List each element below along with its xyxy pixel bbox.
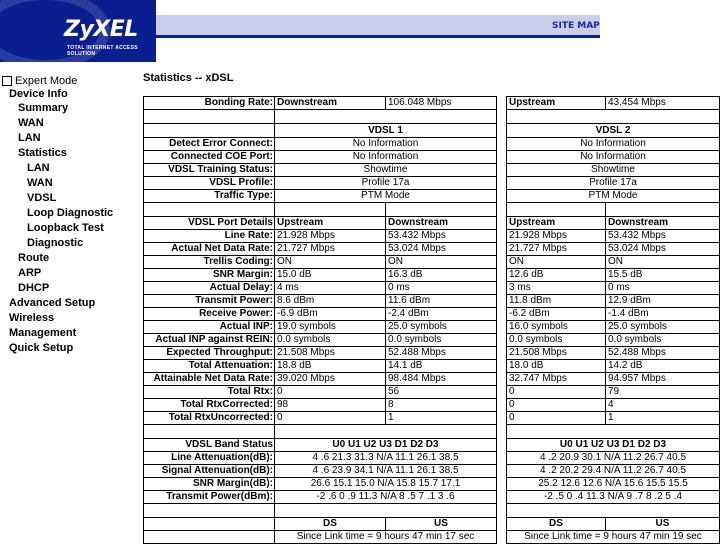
vdsl2-downstream-value: 14.2 dB xyxy=(606,360,720,373)
vdsl2-downstream-value: 12.9 dBm xyxy=(606,295,720,308)
vdsl1-band-header: U0 U1 U2 U3 D1 D2 D3 xyxy=(275,439,497,452)
vdsl1-status-value: No Information xyxy=(275,151,497,164)
vdsl2-upstream-value: 11.8 dBm xyxy=(507,295,606,308)
sidebar-item-lan[interactable]: LAN xyxy=(27,162,50,174)
detail-label: Receive Power: xyxy=(144,308,275,321)
column-gap xyxy=(497,439,507,452)
detail-label: Line Rate: xyxy=(144,230,275,243)
vdsl2-downstream-header: Downstream xyxy=(606,217,720,230)
column-gap xyxy=(497,110,507,124)
detail-label: SNR Margin: xyxy=(144,269,275,282)
table-cell xyxy=(144,425,275,439)
vdsl2-status-value: Showtime xyxy=(507,164,720,177)
column-gap xyxy=(497,386,507,399)
table-row xyxy=(144,531,720,544)
column-gap xyxy=(497,491,507,504)
column-gap xyxy=(497,295,507,308)
vdsl2-upstream-value: 18.0 dB xyxy=(507,360,606,373)
table-row xyxy=(144,491,720,504)
table-row xyxy=(144,373,720,386)
detail-label: Transmit Power: xyxy=(144,295,275,308)
expert-mode-checkbox[interactable] xyxy=(2,75,77,87)
column-gap xyxy=(497,230,507,243)
vdsl1-downstream-value: -2.4 dBm xyxy=(386,308,497,321)
band-label: Signal Attenuation(dB): xyxy=(144,465,275,478)
sidebar-item-management[interactable]: Management xyxy=(9,327,77,339)
table-row xyxy=(144,164,720,177)
detail-label: Actual Net Data Rate: xyxy=(144,243,275,256)
vdsl1-header: VDSL 1 xyxy=(275,124,497,138)
table-row xyxy=(144,138,720,151)
table-row xyxy=(144,190,720,203)
vdsl2-downstream-value: 79 xyxy=(606,386,720,399)
status-label: VDSL Profile: xyxy=(144,177,275,190)
column-gap xyxy=(497,151,507,164)
vdsl2-upstream-value: 16.0 symbols xyxy=(507,321,606,334)
table-row xyxy=(144,478,720,491)
table-cell xyxy=(144,518,275,531)
table-cell xyxy=(275,110,497,124)
top-bar-strip xyxy=(156,35,600,38)
vdsl1-downstream-value: 14.1 dB xyxy=(386,360,497,373)
table-cell xyxy=(275,203,386,217)
vdsl2-upstream-value: 21.508 Mbps xyxy=(507,347,606,360)
column-gap xyxy=(497,478,507,491)
column-gap xyxy=(497,465,507,478)
vdsl1-upstream-value: 18.8 dB xyxy=(275,360,386,373)
top-bar xyxy=(156,15,600,35)
status-label: Connected COE Port: xyxy=(144,151,275,164)
column-gap xyxy=(497,243,507,256)
table-row xyxy=(144,308,720,321)
vdsl2-upstream-header: Upstream xyxy=(507,217,606,230)
table-row xyxy=(144,425,720,439)
vdsl1-downstream-value: 11.6 dBm xyxy=(386,295,497,308)
vdsl2-upstream-value: 21.727 Mbps xyxy=(507,243,606,256)
vdsl2-upstream-value: 0.0 symbols xyxy=(507,334,606,347)
vdsl1-downstream-value: 8 xyxy=(386,399,497,412)
table-row xyxy=(144,217,720,230)
vdsl2-downstream-value: 4 xyxy=(606,399,720,412)
vdsl1-downstream-value: 1 xyxy=(386,412,497,425)
table-cell xyxy=(144,504,275,518)
column-gap xyxy=(497,308,507,321)
logo-text: ZyXEL xyxy=(64,17,138,42)
detail-label: Actual INP: xyxy=(144,321,275,334)
column-gap xyxy=(497,425,507,439)
vdsl2-status-value: No Information xyxy=(507,138,720,151)
column-gap xyxy=(497,360,507,373)
sidebar-item-wan[interactable]: WAN xyxy=(27,177,53,189)
vdsl2-band-values: -2 .5 0 .4 11.3 N/A 9 .7 8 .2 5 .4 xyxy=(507,491,720,504)
vdsl1-upstream-value: 19.0 symbols xyxy=(275,321,386,334)
vdsl1-downstream-value: 0.0 symbols xyxy=(386,334,497,347)
vdsl1-status-value: PTM Mode xyxy=(275,190,497,203)
table-row xyxy=(144,347,720,360)
table-row xyxy=(144,282,720,295)
column-gap xyxy=(497,504,507,518)
sidebar-item-advanced-setup[interactable]: Advanced Setup xyxy=(9,297,96,309)
vdsl2-status-value: PTM Mode xyxy=(507,190,720,203)
table-cell xyxy=(275,504,497,518)
vdsl2-downstream-value: ON xyxy=(606,256,720,269)
vdsl2-status-value: No Information xyxy=(507,151,720,164)
sidebar-item-loopback-test[interactable]: Loopback Test xyxy=(27,222,104,234)
band-status-label: VDSL Band Status xyxy=(144,439,275,452)
vdsl1-link-time: Since Link time = 9 hours 47 min 17 sec xyxy=(275,531,497,544)
sidebar-item-arp[interactable]: ARP xyxy=(18,267,42,279)
sidebar-item-statistics[interactable]: Statistics xyxy=(18,147,67,159)
table-row xyxy=(144,360,720,373)
band-label: SNR Margin(dB): xyxy=(144,478,275,491)
table-row xyxy=(144,295,720,308)
table-cell xyxy=(507,425,720,439)
vdsl2-downstream-value: 0 ms xyxy=(606,282,720,295)
sidebar-item-quick-setup[interactable]: Quick Setup xyxy=(9,342,74,354)
table-row xyxy=(144,177,720,190)
vdsl1-status-value: Profile 17a xyxy=(275,177,497,190)
column-gap xyxy=(497,347,507,360)
column-gap xyxy=(497,399,507,412)
table-cell xyxy=(144,110,275,124)
header xyxy=(0,0,720,62)
vdsl1-upstream-value: -6.9 dBm xyxy=(275,308,386,321)
vdsl2-downstream-value: 53.432 Mbps xyxy=(606,230,720,243)
vdsl1-ds-header: DS xyxy=(275,518,386,531)
vdsl2-downstream-value: 94.957 Mbps xyxy=(606,373,720,386)
vdsl2-band-header: U0 U1 U2 U3 D1 D2 D3 xyxy=(507,439,720,452)
port-details-label: VDSL Port Details xyxy=(144,217,275,230)
vdsl2-downstream-value: 1 xyxy=(606,412,720,425)
vdsl1-status-value: No Information xyxy=(275,138,497,151)
vdsl2-ds-header: DS xyxy=(507,518,606,531)
bonding-downstream-label: Downstream xyxy=(275,97,386,110)
vdsl1-upstream-value: 15.0 dB xyxy=(275,269,386,282)
table-row xyxy=(144,203,720,217)
table-cell xyxy=(507,504,720,518)
detail-label: Expected Throughput: xyxy=(144,347,275,360)
status-label: VDSL Training Status: xyxy=(144,164,275,177)
column-gap xyxy=(497,256,507,269)
vdsl2-upstream-value: 0 xyxy=(507,386,606,399)
table-row xyxy=(144,269,720,282)
xdsl-stats-table xyxy=(143,96,720,544)
column-gap xyxy=(497,97,507,110)
table-row xyxy=(144,439,720,452)
vdsl1-upstream-value: ON xyxy=(275,256,386,269)
table-cell xyxy=(507,203,606,217)
vdsl1-downstream-value: 25.0 symbols xyxy=(386,321,497,334)
vdsl2-header: VDSL 2 xyxy=(507,124,720,138)
detail-label: Attainable Net Data Rate: xyxy=(144,373,275,386)
vdsl1-downstream-value: ON xyxy=(386,256,497,269)
table-cell xyxy=(507,110,720,124)
column-gap xyxy=(497,334,507,347)
vdsl2-upstream-value: 21.928 Mbps xyxy=(507,230,606,243)
vdsl1-upstream-value: 98 xyxy=(275,399,386,412)
vdsl1-band-values: 26.6 15.1 15.0 N/A 15.8 15.7 17.1 xyxy=(275,478,497,491)
table-row xyxy=(144,334,720,347)
zyxel-logo[interactable] xyxy=(0,0,156,62)
checkbox-icon[interactable] xyxy=(2,76,12,86)
table-cell xyxy=(386,203,497,217)
detail-label: Trellis Coding: xyxy=(144,256,275,269)
sidebar-item-lan[interactable]: LAN xyxy=(18,132,41,144)
bonding-downstream-value: 106.048 Mbps xyxy=(386,97,497,110)
column-gap xyxy=(497,124,507,138)
vdsl2-upstream-value: 0 xyxy=(507,412,606,425)
column-gap xyxy=(497,412,507,425)
detail-label: Total Rtx: xyxy=(144,386,275,399)
vdsl2-downstream-value: 15.5 dB xyxy=(606,269,720,282)
sidebar-item-route[interactable]: Route xyxy=(18,252,50,264)
vdsl2-band-values: 4 .2 20.9 30.1 N/A 11.2 26.7 40.5 xyxy=(507,452,720,465)
vdsl1-band-values: -2 .6 0 .9 11.3 N/A 8 .5 7 .1 3 .6 xyxy=(275,491,497,504)
vdsl1-downstream-value: 53.024 Mbps xyxy=(386,243,497,256)
column-gap xyxy=(497,452,507,465)
table-row xyxy=(144,243,720,256)
column-gap xyxy=(497,518,507,531)
vdsl2-upstream-value: ON xyxy=(507,256,606,269)
vdsl1-downstream-value: 52.488 Mbps xyxy=(386,347,497,360)
column-gap xyxy=(497,203,507,217)
table-row xyxy=(144,518,720,531)
vdsl1-upstream-value: 0.0 symbols xyxy=(275,334,386,347)
vdsl2-downstream-value: 53.024 Mbps xyxy=(606,243,720,256)
column-gap xyxy=(497,282,507,295)
vdsl1-downstream-value: 16.3 dB xyxy=(386,269,497,282)
table-row xyxy=(144,110,720,124)
vdsl1-upstream-value: 8.6 dBm xyxy=(275,295,386,308)
sidebar-item-diagnostic[interactable]: Diagnostic xyxy=(27,237,84,249)
logo-subtitle: TOTAL INTERNET ACCESS SOLUTION xyxy=(67,45,138,57)
table-cell xyxy=(275,425,497,439)
vdsl1-downstream-value: 98.484 Mbps xyxy=(386,373,497,386)
vdsl1-upstream-value: 39.020 Mbps xyxy=(275,373,386,386)
sidebar-item-wan[interactable]: WAN xyxy=(18,117,44,129)
vdsl1-upstream-value: 21.508 Mbps xyxy=(275,347,386,360)
vdsl1-status-value: Showtime xyxy=(275,164,497,177)
vdsl1-downstream-value: 56 xyxy=(386,386,497,399)
vdsl2-upstream-value: 0 xyxy=(507,399,606,412)
table-cell xyxy=(144,203,275,217)
detail-label: Total RtxCorrected: xyxy=(144,399,275,412)
table-row xyxy=(144,124,720,138)
band-label: Transmit Power(dBm): xyxy=(144,491,275,504)
sidebar-item-wireless[interactable]: Wireless xyxy=(9,312,55,324)
vdsl2-band-values: 4 .2 20.2 29.4 N/A 11.2 26.7 40.5 xyxy=(507,465,720,478)
table-row xyxy=(144,230,720,243)
vdsl2-link-time: Since Link time = 9 hours 47 min 19 sec xyxy=(507,531,720,544)
table-row xyxy=(144,465,720,478)
table-cell xyxy=(606,203,720,217)
page-title: Statistics -- xDSL xyxy=(143,72,234,84)
vdsl1-downstream-header: Downstream xyxy=(386,217,497,230)
table-row xyxy=(144,97,720,110)
vdsl2-downstream-value: 0.0 symbols xyxy=(606,334,720,347)
band-label: Line Attenuation(dB): xyxy=(144,452,275,465)
vdsl2-band-values: 25.2 12.6 12.6 N/A 15.6 15.5 15.5 xyxy=(507,478,720,491)
table-row xyxy=(144,412,720,425)
status-label: Detect Error Connect: xyxy=(144,138,275,151)
vdsl1-upstream-header: Upstream xyxy=(275,217,386,230)
sidebar-item-vdsl[interactable]: VDSL xyxy=(27,192,57,204)
bonding-upstream-value: 43.454 Mbps xyxy=(606,97,720,110)
vdsl2-us-header: US xyxy=(606,518,720,531)
bonding-upstream-label: Upstream xyxy=(507,97,606,110)
table-cell xyxy=(144,531,275,544)
vdsl2-upstream-value: 32.747 Mbps xyxy=(507,373,606,386)
vdsl2-upstream-value: -6.2 dBm xyxy=(507,308,606,321)
vdsl1-band-values: 4 .6 23.9 34.1 N/A 11.1 26.1 38.5 xyxy=(275,465,497,478)
vdsl1-upstream-value: 21.727 Mbps xyxy=(275,243,386,256)
vdsl1-us-header: US xyxy=(386,518,497,531)
table-row xyxy=(144,321,720,334)
vdsl1-downstream-value: 53.432 Mbps xyxy=(386,230,497,243)
vdsl2-downstream-value: 52.488 Mbps xyxy=(606,347,720,360)
vdsl2-status-value: Profile 17a xyxy=(507,177,720,190)
column-gap xyxy=(497,321,507,334)
vdsl1-upstream-value: 21.928 Mbps xyxy=(275,230,386,243)
expert-mode-label: Expert Mode xyxy=(15,75,78,87)
table-row xyxy=(144,504,720,518)
table-cell xyxy=(144,124,275,138)
vdsl2-upstream-value: 3 ms xyxy=(507,282,606,295)
table-row xyxy=(144,256,720,269)
sidebar-item-dhcp[interactable]: DHCP xyxy=(18,282,50,294)
vdsl1-upstream-value: 4 ms xyxy=(275,282,386,295)
column-gap xyxy=(497,138,507,151)
column-gap xyxy=(497,164,507,177)
bonding-rate-label: Bonding Rate: xyxy=(144,97,275,110)
sidebar-item-loop-diagnostic[interactable]: Loop Diagnostic xyxy=(27,207,114,219)
vdsl2-downstream-value: 25.0 symbols xyxy=(606,321,720,334)
column-gap xyxy=(497,217,507,230)
detail-label: Actual Delay: xyxy=(144,282,275,295)
vdsl1-upstream-value: 0 xyxy=(275,412,386,425)
vdsl2-upstream-value: 12.6 dB xyxy=(507,269,606,282)
table-row xyxy=(144,151,720,164)
table-row xyxy=(144,386,720,399)
sidebar-item-device-info[interactable]: Device Info xyxy=(9,88,68,100)
vdsl1-band-values: 4 .6 21.3 31.3 N/A 11.1 26.1 38.5 xyxy=(275,452,497,465)
detail-label: Total Attenuation: xyxy=(144,360,275,373)
vdsl1-downstream-value: 0 ms xyxy=(386,282,497,295)
column-gap xyxy=(497,190,507,203)
sidebar-item-summary[interactable]: Summary xyxy=(18,102,69,114)
status-label: Traffic Type: xyxy=(144,190,275,203)
table-row xyxy=(144,452,720,465)
detail-label: Total RtxUncorrected: xyxy=(144,412,275,425)
column-gap xyxy=(497,177,507,190)
column-gap xyxy=(497,373,507,386)
vdsl1-upstream-value: 0 xyxy=(275,386,386,399)
site-map-link[interactable]: SITE MAP xyxy=(552,21,600,31)
column-gap xyxy=(497,269,507,282)
column-gap xyxy=(497,531,507,544)
table-row xyxy=(144,399,720,412)
vdsl2-downstream-value: -1.4 dBm xyxy=(606,308,720,321)
detail-label: Actual INP against REIN: xyxy=(144,334,275,347)
